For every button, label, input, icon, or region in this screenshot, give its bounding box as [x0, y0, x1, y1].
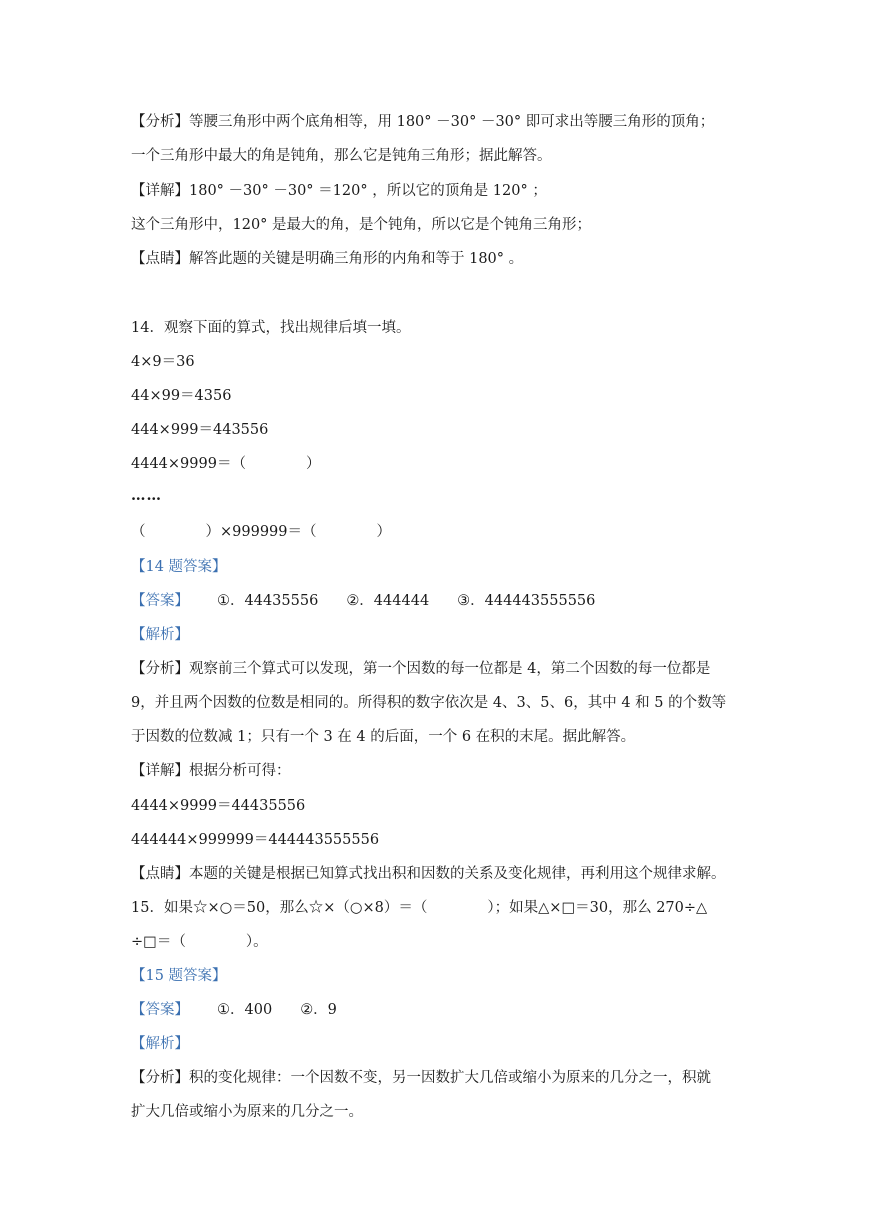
q14-equation-2: 44×99＝4356 [131, 388, 232, 404]
q13-analysis-line-2: 一个三角形中最大的角是钝角，那么它是钝角三角形；据此解答。 [131, 148, 552, 164]
q14-comment: 【点睛】本题的关键是根据已知算式找出积和因数的关系及变化规律，再利用这个规律求解。 [131, 866, 726, 882]
q14-answer-label: 【答案】 [131, 593, 189, 609]
q15-answer [131, 1000, 337, 1020]
q13-detail-line-2: 这个三角形中，120° 是最大的角，是个钝角，所以它是个钝角三角形； [131, 217, 592, 233]
q14-analysis-line-1: 【分析】观察前三个算式可以发现，第一个因数的每一位都是 4，第二个因数的每一位都是 [131, 661, 711, 677]
q13-detail-line-1: 【详解】180° －30° －30° ＝120° ，所以它的顶角是 120° ； [131, 183, 547, 199]
q14-answer-title: 【14 题答案】 [131, 559, 227, 575]
q14-detail: 【详解】根据分析可得： [131, 763, 291, 779]
q14-equation-4-right: ） [305, 456, 321, 472]
q14-equation-5-open: （ [131, 524, 146, 540]
q14-equation-4 [131, 454, 320, 474]
q15-analysis-line-1: 【分析】积的变化规律：一个因数不变，另一因数扩大几倍或缩小为原来的几分之一，积就 [131, 1070, 711, 1086]
q15-question-part-4: ）。 [245, 934, 268, 950]
q14-analysis-line-3: 于因数的位数减 1；只有一个 3 在 4 的后面，一个 6 在积的末尾。据此解答。 [131, 729, 636, 745]
q14-detail-equation-2: 444444×999999＝444443555556 [131, 832, 380, 848]
q14-answer [131, 591, 595, 611]
q14-equation-5-close: ） [376, 524, 392, 540]
q15-analysis-line-2: 扩大几倍或缩小为原来的几分之一。 [131, 1104, 363, 1120]
q14-answer-1: ①．44435556 [217, 593, 319, 609]
q15-answer-label: 【答案】 [131, 1002, 189, 1018]
q14-detail-equation-1: 4444×9999＝44435556 [131, 798, 306, 814]
q15-question-part-3: ÷□＝（ [131, 934, 186, 950]
q13-comment: 【点睛】解答此题的关键是明确三角形的内角和等于 180° 。 [131, 251, 524, 267]
q14-analysis-line-2: 9，并且两个因数的位数是相同的。所得积的数字依次是 4、3、5、6，其中 4 和 5 的个数等 [131, 695, 727, 711]
q15-question-line-2 [131, 932, 268, 952]
q15-question-part-2: ）；如果△×□＝30，那么 270÷△ [487, 900, 708, 916]
q14-equation-5 [131, 522, 391, 542]
q14-question: 14．观察下面的算式，找出规律后填一填。 [131, 320, 411, 336]
q14-equation-3: 444×999＝443556 [131, 422, 269, 438]
q14-equation-4-left: 4444×9999＝（ [131, 456, 246, 472]
q15-answer-2: ②．9 [300, 1002, 337, 1018]
q14-ellipsis: …… [131, 487, 162, 504]
q13-analysis-line-1: 【分析】等腰三角形中两个底角相等，用 180° －30° －30° 即可求出等腰三角形的顶角； [131, 114, 715, 130]
q14-jiexi-label: 【解析】 [131, 627, 189, 643]
q15-question-part-1: 15．如果☆×○＝50，那么☆×（○×8）＝（ [131, 900, 428, 916]
q15-question-line-1 [131, 898, 707, 918]
q14-answer-3: ③．444443555556 [457, 593, 596, 609]
q14-equation-1: 4×9＝36 [131, 354, 195, 370]
q15-jiexi-label: 【解析】 [131, 1036, 189, 1052]
q15-answer-1: ①．400 [217, 1002, 273, 1018]
q14-answer-2: ②．444444 [346, 593, 430, 609]
q15-answer-title: 【15 题答案】 [131, 968, 227, 984]
q14-equation-5-mid: ）×999999＝（ [205, 524, 317, 540]
